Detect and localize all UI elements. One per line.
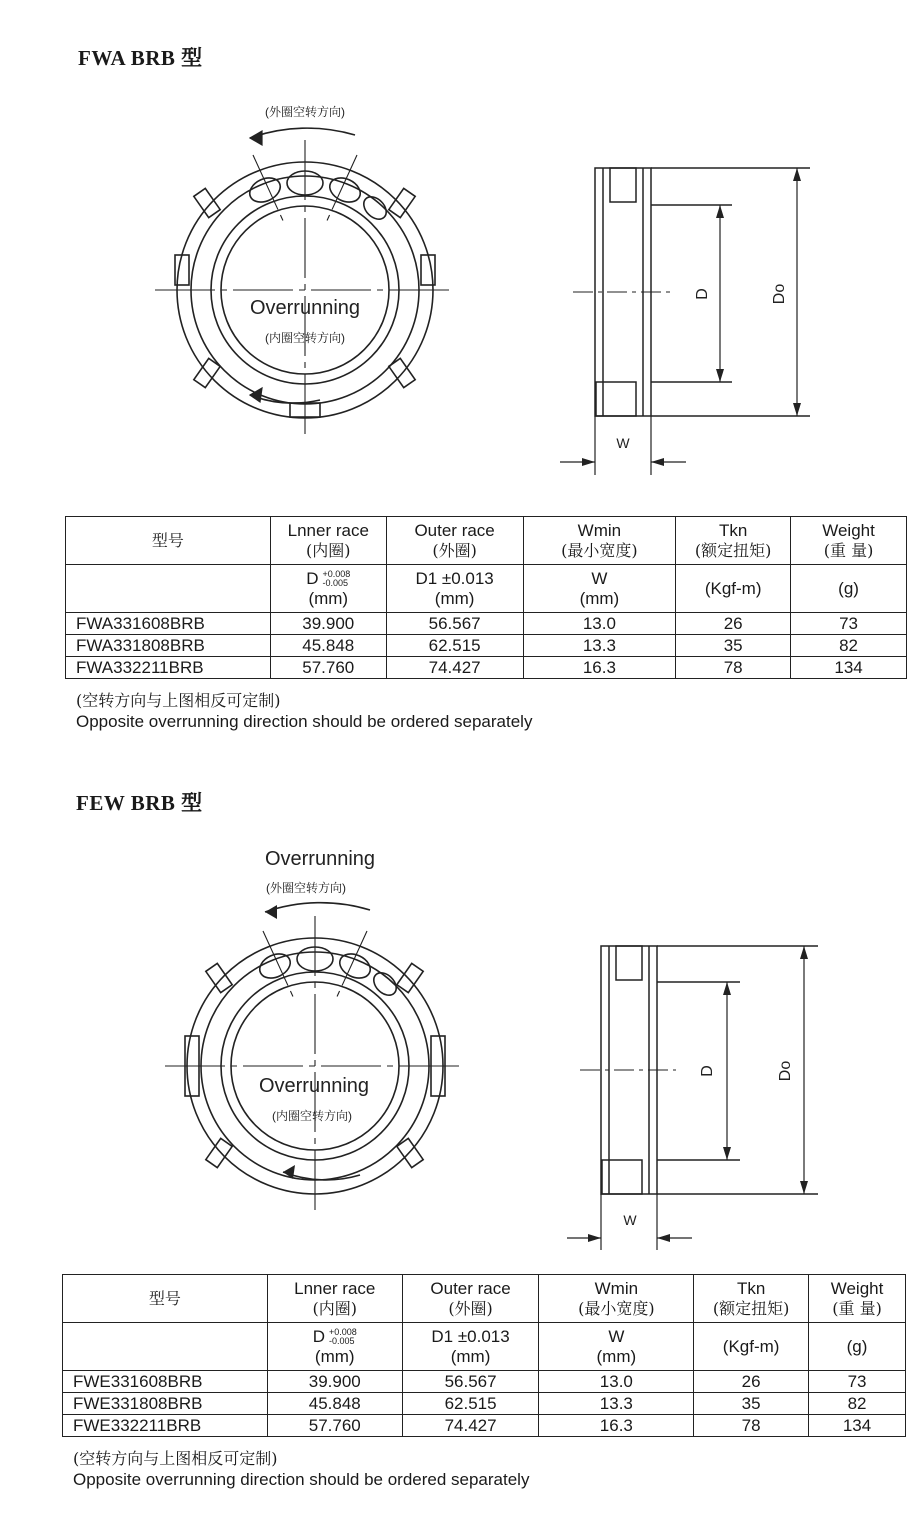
inner-rotation-label: (内圈空转方向): [265, 331, 345, 345]
dim-do-label: Do: [777, 1060, 794, 1082]
header-inner-race: Lnner race (内圈): [270, 517, 386, 565]
note-cn: (空转方向与上图相反可定制): [73, 1449, 278, 1468]
inner-rotation-label: (内圈空转方向): [272, 1109, 352, 1123]
unit-weight: (g): [809, 1323, 906, 1371]
unit-weight: (g): [791, 565, 907, 613]
note-cn: (空转方向与上图相反可定制): [76, 691, 281, 710]
unit-torque: (Kgf-m): [676, 565, 791, 613]
unit-width: W (mm): [523, 565, 676, 613]
note-fwa: [76, 690, 532, 732]
table-row: FWE332211BRB 57.760 74.427 16.3 78 134: [63, 1415, 906, 1437]
spec-table-few: [62, 1274, 906, 1437]
header-width: Wmin (最小宽度): [539, 1275, 694, 1323]
table-row: FWA331808BRB 45.848 62.515 13.3 35 82: [66, 635, 907, 657]
section-title-fwa: FWA BRB 型: [78, 46, 203, 70]
header-torque: Tkn (额定扭矩): [676, 517, 791, 565]
table-header-row: [66, 517, 907, 565]
table-row: FWA331608BRB 39.900 56.567 13.0 26 73: [66, 613, 907, 635]
outer-rotation-label: (外圈空转方向): [265, 105, 345, 119]
header-model: 型号: [66, 517, 271, 565]
overrunning-label: Overrunning: [249, 297, 361, 319]
dim-d-label: D: [699, 1065, 716, 1077]
header-model: 型号: [63, 1275, 268, 1323]
note-few: [73, 1448, 529, 1490]
unit-torque: (Kgf-m): [694, 1323, 809, 1371]
note-en: Opposite overrunning direction should be ordered separately: [73, 1470, 530, 1489]
header-inner-race: Lnner race (内圈): [267, 1275, 402, 1323]
header-weight: Weight (重 量): [791, 517, 907, 565]
header-outer-race: Outer race (外圈): [386, 517, 523, 565]
dim-w-label: W: [623, 1212, 637, 1228]
note-en: Opposite overrunning direction should be ordered separately: [76, 712, 533, 731]
table-units-row: [66, 565, 907, 613]
unit-width: W (mm): [539, 1323, 694, 1371]
unit-inner: D +0.008 -0.005 (mm): [267, 1323, 402, 1371]
outer-rotation-label: (外圈空转方向): [266, 881, 346, 895]
header-torque: Tkn (额定扭矩): [694, 1275, 809, 1323]
dim-do-label: Do: [771, 283, 788, 305]
dim-w-label: W: [616, 435, 630, 451]
unit-outer: D1 ±0.013 (mm): [402, 1323, 539, 1371]
header-outer-race: Outer race (外圈): [402, 1275, 539, 1323]
table-row: FWA332211BRB 57.760 74.427 16.3 78 134: [66, 657, 907, 679]
table-row: FWE331608BRB 39.900 56.567 13.0 26 73: [63, 1371, 906, 1393]
section-title-few: FEW BRB 型: [76, 791, 203, 815]
header-weight: Weight (重 量): [809, 1275, 906, 1323]
table-units-row: [63, 1323, 906, 1371]
table-header-row: [63, 1275, 906, 1323]
dim-d-label: D: [694, 288, 711, 300]
unit-outer: D1 ±0.013 (mm): [386, 565, 523, 613]
top-overrunning-label: Overrunning: [264, 848, 376, 870]
header-width: Wmin (最小宽度): [523, 517, 676, 565]
overrunning-label: Overrunning: [258, 1075, 370, 1097]
table-row: FWE331808BRB 45.848 62.515 13.3 35 82: [63, 1393, 906, 1415]
unit-inner: D +0.008 -0.005 (mm): [270, 565, 386, 613]
spec-table-fwa: [65, 516, 907, 679]
